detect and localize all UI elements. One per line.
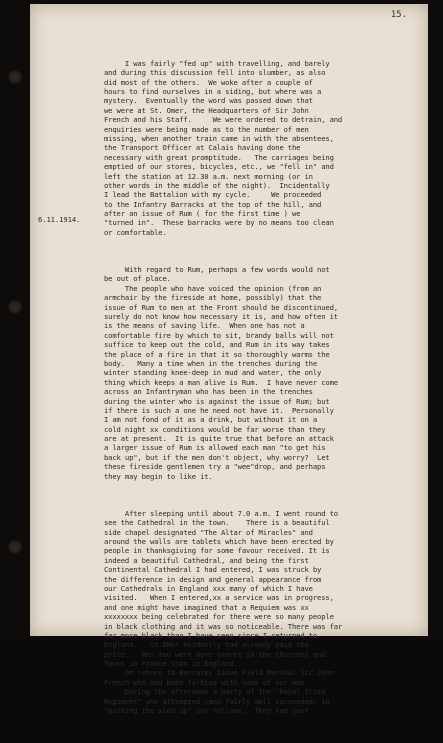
text-line: indeed a beautiful Cathedral, and being the first bbox=[104, 555, 309, 565]
text-line: or comfortable. bbox=[104, 227, 167, 237]
text-line: issue of Rum to men at the Front should be discontinued, bbox=[104, 302, 338, 312]
text-line: With regard to Rum, perhaps a few words would not bbox=[104, 265, 330, 275]
text-line: far more black than I have seen since I returned to bbox=[104, 630, 318, 640]
text-line: mystery. Eventually the word was passed down that bbox=[104, 96, 313, 106]
page-number: 15. bbox=[390, 10, 407, 20]
text-line: winter standing knee-deep in mud and water, the only bbox=[104, 368, 322, 378]
text-line: missing, when another train came in with the absentees, bbox=[104, 133, 334, 143]
binder-hole bbox=[8, 70, 22, 84]
text-line: Towns in France than in England. bbox=[104, 659, 238, 669]
text-line: visited. When I entered,xx a service was in progress, bbox=[104, 593, 334, 603]
text-line: across an Infantryman who has been in the trenches bbox=[104, 387, 313, 397]
text-line: I lead the Battalion with my cycle. We proceeded bbox=[104, 190, 322, 200]
text-line: see the Cathedral in the town. There is a beautiful bbox=[104, 518, 330, 528]
text-line: On return to Barracks Issue Field Marshal Sir John bbox=[104, 668, 334, 678]
text-line: emptied of our stores, bicycles, etc., we "fell in" and bbox=[104, 162, 334, 172]
text-line: after an issue of Rum ( for the first time ) we bbox=[104, 209, 301, 219]
text-line: suffice to keep out the cold, and Rum in its way takes bbox=[104, 340, 330, 350]
binder-hole bbox=[8, 540, 22, 554]
text-line: The people who have voiced the opinion (from an bbox=[104, 283, 322, 293]
binder-holes bbox=[0, 0, 30, 640]
text-line: around the walls are tablets which have been erected by bbox=[104, 537, 334, 547]
text-line: people in thanksgiving for some favour received. It is bbox=[104, 546, 330, 556]
text-line: price. Men too were more scarce in the Churches and bbox=[104, 649, 326, 659]
text-line: and one might have imagined that a Requiem was xx bbox=[104, 602, 309, 612]
text-line: French who had been talking with some of our men bbox=[104, 677, 305, 687]
margin-date: 6.11.1914. bbox=[38, 215, 81, 224]
binder-hole bbox=[8, 300, 22, 314]
text-line: I was fairly "fed up" with travelling, and barely bbox=[104, 58, 330, 68]
text-line: Continental Cathedral I had entered, I was struck by bbox=[104, 565, 322, 575]
text-line: enquiries were being made as to the number of men bbox=[104, 124, 309, 134]
text-line: our Cathedrals in England xxx many of which I have bbox=[104, 583, 313, 593]
text-line: surely do not know how necessary it is, and how often it bbox=[104, 312, 338, 321]
text-line: thing which keeps a man alive is Rum. I have never come bbox=[104, 377, 338, 387]
text-line: they may begin to like it. bbox=[104, 471, 213, 481]
paragraph-arrival-st-omer bbox=[104, 59, 426, 237]
text-line: we were at St. Omer, the Headquarters of Sir John bbox=[104, 105, 309, 115]
text-line: French and his Staff. We were ordered to detrain, and bbox=[104, 115, 343, 125]
text-line: During the afternoon a party of the "Royal Irish bbox=[104, 687, 326, 697]
paragraph-cathedral bbox=[104, 509, 426, 716]
text-line: did most of the others. We woke after a couple of bbox=[104, 77, 313, 87]
text-line: necessary with great promptitude. The carriages being bbox=[104, 152, 334, 162]
text-line: After sleeping until about 7.0 a.m. I went round to bbox=[104, 508, 338, 518]
text-line: back up", but if the men don't object, why worry? Let bbox=[104, 452, 330, 462]
text-line: are at present. It is quite true that before an attack bbox=[104, 434, 334, 444]
text-line: body. Many a time when in the trenches during the bbox=[104, 358, 318, 368]
text-line: cold night xx conditions would be far worse than they bbox=[104, 424, 326, 434]
text-line: to the Infantry Barracks at the top of the hill, and bbox=[104, 199, 322, 209]
text-line: if there is such a one he need not have it. Personally bbox=[104, 405, 334, 415]
text-line: the Transport Officer at Calais having done the bbox=[104, 143, 301, 153]
text-line: armchair by the fireside at home, possibly) that the bbox=[104, 293, 322, 303]
paragraph-rum bbox=[104, 265, 426, 481]
text-line: other words in the middle of the night). Incidentally bbox=[104, 180, 330, 190]
text-line: these fireside gentlemen try a "wee"drop, and perhaps bbox=[104, 462, 326, 472]
text-line: xxxxxxxx being celebrated for there were so many people bbox=[104, 612, 334, 622]
text-line: left the station at 12.30 a.m. next morning (or in bbox=[104, 171, 313, 181]
typed-text bbox=[104, 40, 426, 743]
text-line: during the winter who is against the issue of Rum; but bbox=[104, 396, 330, 406]
text-line: side chapel designated "The Altar of Miracles" and bbox=[104, 527, 313, 537]
text-line: Regiment" who attempted (and fairly well succeeded) in bbox=[104, 696, 330, 706]
text-line: is the means of saving life. When one has not a bbox=[104, 321, 305, 331]
text-line: I am not fond of it as a drink, but without it on a bbox=[104, 415, 318, 425]
text-line: a larger issue of Rum is allowed each man "to get his bbox=[104, 443, 326, 453]
text-line: the place of a fire in that it so thoroughly warms the bbox=[104, 349, 330, 359]
text-line: "putting the wind up" our fellows. They had just bbox=[104, 706, 309, 716]
text-line: England. St.Omer evidently had already paid the bbox=[104, 640, 309, 650]
text-line: "turned in". These barracks were by no means too clean bbox=[104, 218, 334, 228]
text-line: be out of place. bbox=[104, 274, 171, 284]
text-line: in black clothing and it was so noticeable. There was far bbox=[104, 621, 343, 631]
text-line: the difference in design and general appearance from bbox=[104, 574, 322, 584]
text-line: comfortable fire by which to sit, brandy balls will not bbox=[104, 330, 334, 340]
text-line: hours to find ourselves in a siding, but where was a bbox=[104, 86, 322, 96]
text-line: and during this discussion fell into slumber, as also bbox=[104, 68, 326, 78]
